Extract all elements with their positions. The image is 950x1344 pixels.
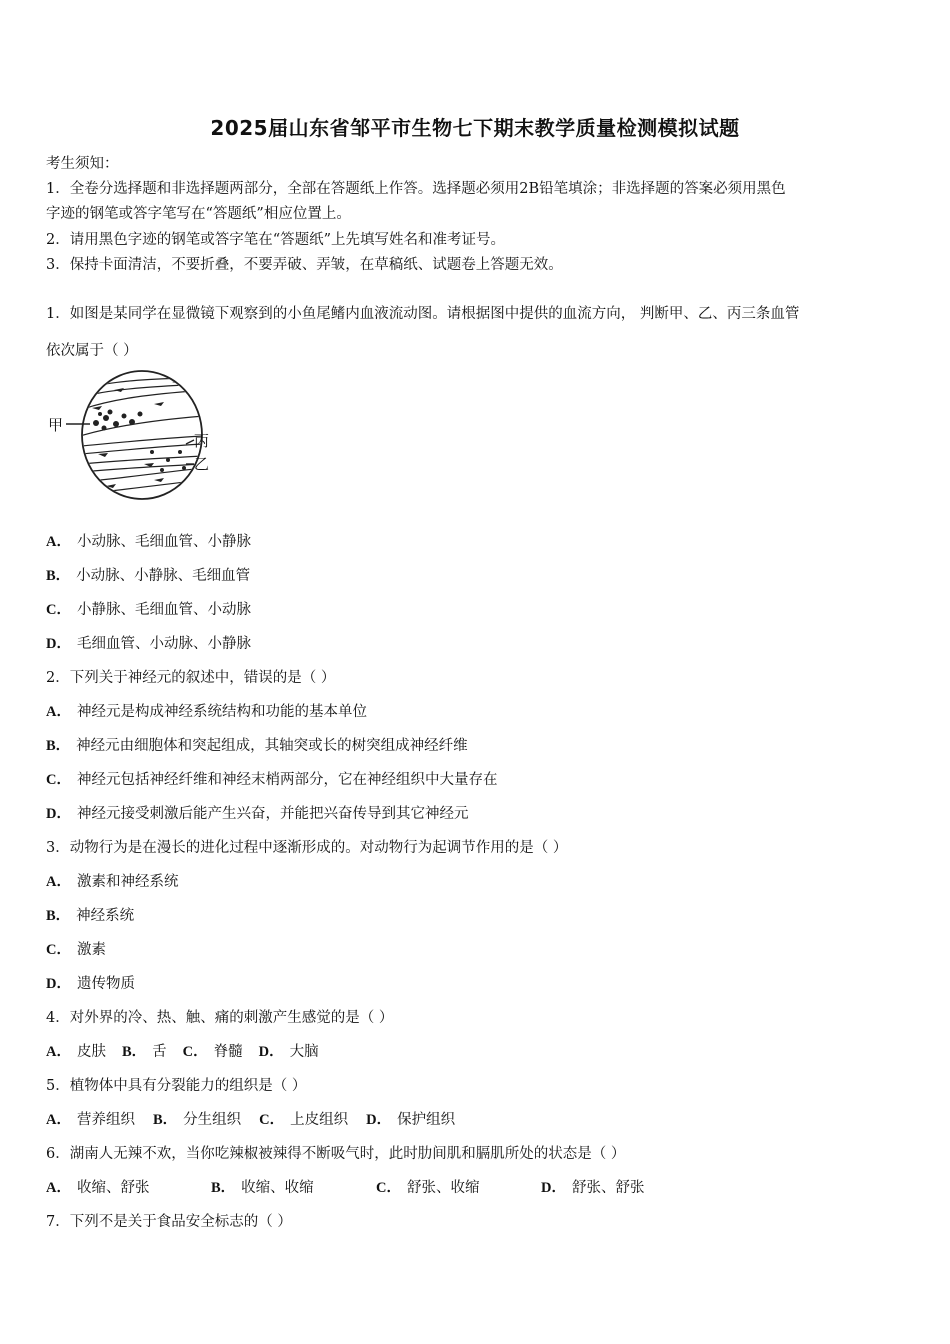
question-1-stem: 1．如图是某同学在显微镜下观察到的小鱼尾鳍内血液流动图。请根据图中提供的血流方向， 判断甲、乙、丙三条血管 bbox=[46, 306, 800, 322]
figure-label-yi: 乙 bbox=[194, 455, 210, 473]
option-letter: A． bbox=[46, 704, 71, 720]
question-3-option-c[interactable] bbox=[46, 938, 106, 959]
question-6-option-d[interactable] bbox=[541, 1176, 644, 1197]
option-letter: C． bbox=[46, 772, 71, 788]
question-1-option-d[interactable] bbox=[46, 632, 251, 653]
question-2-stem: 2．下列关于神经元的叙述中，错误的是（ ） bbox=[46, 670, 336, 686]
question-5-options bbox=[46, 1108, 455, 1129]
question-4-option-b[interactable] bbox=[122, 1040, 167, 1061]
option-text: 激素 bbox=[76, 942, 106, 958]
question-5-option-b[interactable] bbox=[153, 1108, 241, 1129]
figure-label-bing: 丙 bbox=[194, 432, 210, 450]
option-letter: B． bbox=[121, 1044, 147, 1060]
notice-item: 2．请用黑色字迹的钢笔或答字笔在“答题纸”上先填写姓名和准考证号。 bbox=[46, 232, 506, 248]
question-4-option-a[interactable] bbox=[46, 1040, 106, 1061]
option-text: 舒张、收缩 bbox=[406, 1180, 480, 1196]
question-3-option-d[interactable] bbox=[46, 972, 135, 993]
question-6-option-a[interactable] bbox=[46, 1176, 211, 1197]
option-letter: B． bbox=[46, 908, 71, 924]
option-letter: A． bbox=[46, 1180, 71, 1196]
question-3-option-a[interactable] bbox=[46, 870, 178, 891]
option-letter: A． bbox=[46, 534, 71, 550]
option-text: 舒张、舒张 bbox=[571, 1180, 645, 1196]
question-6-option-c[interactable] bbox=[376, 1176, 541, 1197]
option-letter: A． bbox=[46, 874, 71, 890]
notice-item: 字迹的钢笔或答字笔写在“答题纸”相应位置上。 bbox=[46, 206, 351, 222]
question-5-option-d[interactable] bbox=[366, 1108, 455, 1129]
blood-flow-figure bbox=[44, 368, 214, 502]
option-text: 大脑 bbox=[289, 1044, 319, 1060]
option-text: 收缩、舒张 bbox=[76, 1180, 150, 1196]
option-letter: C． bbox=[46, 942, 71, 958]
question-4-option-c[interactable] bbox=[183, 1040, 243, 1061]
option-text: 神经元接受刺激后能产生兴奋，并能把兴奋传导到其它神经元 bbox=[76, 806, 469, 822]
question-5-stem: 5．植物体中具有分裂能力的组织是（ ） bbox=[46, 1078, 307, 1094]
option-text: 毛细血管、小动脉、小静脉 bbox=[76, 636, 251, 652]
option-letter: D． bbox=[46, 976, 71, 992]
option-letter: D． bbox=[366, 1112, 392, 1128]
question-2-option-d[interactable] bbox=[46, 802, 468, 823]
question-5-option-c[interactable] bbox=[259, 1108, 348, 1129]
option-text: 分生组织 bbox=[183, 1112, 242, 1128]
question-7-stem: 7．下列不是关于食品安全标志的（ ） bbox=[46, 1214, 292, 1230]
question-6-stem: 6．湖南人无辣不欢，当你吃辣椒被辣得不断吸气时，此时肋间肌和膈肌所处的状态是（ ） bbox=[46, 1146, 626, 1162]
page-title: 2025届山东省邹平市生物七下期末教学质量检测模拟试题 bbox=[210, 116, 740, 140]
question-3-stem: 3．动物行为是在漫长的进化过程中逐渐形成的。对动物行为起调节作用的是（ ） bbox=[46, 840, 568, 856]
option-text: 舌 bbox=[152, 1044, 167, 1060]
option-text: 脊髓 bbox=[213, 1044, 243, 1060]
question-2-option-b[interactable] bbox=[46, 734, 468, 755]
question-1-option-b[interactable] bbox=[46, 564, 250, 585]
option-text: 神经元包括神经纤维和神经末梢两部分，它在神经组织中大量存在 bbox=[76, 772, 498, 788]
option-letter: B． bbox=[211, 1180, 236, 1196]
question-4-stem: 4．对外界的冷、热、触、痛的刺激产生感觉的是（ ） bbox=[46, 1010, 394, 1026]
option-letter: C． bbox=[259, 1112, 285, 1128]
option-text: 神经系统 bbox=[76, 908, 135, 924]
question-1-stem-cont: 依次属于（ ） bbox=[46, 343, 138, 359]
question-1-option-a[interactable] bbox=[46, 530, 251, 551]
question-5-option-a[interactable] bbox=[46, 1108, 135, 1129]
option-letter: C． bbox=[182, 1044, 208, 1060]
question-4-option-d[interactable] bbox=[259, 1040, 319, 1061]
option-letter: D． bbox=[46, 636, 71, 652]
option-letter: A． bbox=[46, 1044, 71, 1060]
option-letter: B． bbox=[46, 568, 71, 584]
option-letter: D． bbox=[258, 1044, 284, 1060]
option-letter: C． bbox=[376, 1180, 401, 1196]
notice-item: 1．全卷分选择题和非选择题两部分，全部在答题纸上作答。选择题必须用2B铅笔填涂；非选择题的答案必须用黑色 bbox=[46, 181, 786, 197]
question-6-option-b[interactable] bbox=[211, 1176, 376, 1197]
question-3-option-b[interactable] bbox=[46, 904, 134, 925]
question-4-options bbox=[46, 1040, 319, 1061]
option-text: 小动脉、小静脉、毛细血管 bbox=[76, 568, 251, 584]
option-letter: A． bbox=[46, 1112, 71, 1128]
option-letter: B． bbox=[46, 738, 71, 754]
notice-heading: 考生须知： bbox=[46, 156, 119, 172]
option-text: 神经元是构成神经系统结构和功能的基本单位 bbox=[76, 704, 367, 720]
option-text: 小静脉、毛细血管、小动脉 bbox=[76, 602, 251, 618]
option-text: 皮肤 bbox=[76, 1044, 106, 1060]
option-letter: B． bbox=[152, 1112, 178, 1128]
option-text: 小动脉、毛细血管、小静脉 bbox=[76, 534, 251, 550]
question-6-options bbox=[46, 1176, 644, 1197]
option-text: 遗传物质 bbox=[76, 976, 135, 992]
notice-item: 3．保持卡面清洁，不要折叠，不要弄破、弄皱，在草稿纸、试题卷上答题无效。 bbox=[46, 257, 563, 273]
question-2-option-c[interactable] bbox=[46, 768, 497, 789]
option-text: 保护组织 bbox=[397, 1112, 456, 1128]
figure-label-jia: 甲 bbox=[48, 416, 64, 434]
option-text: 上皮组织 bbox=[290, 1112, 349, 1128]
option-letter: C． bbox=[46, 602, 71, 618]
question-1-option-c[interactable] bbox=[46, 598, 251, 619]
option-text: 收缩、收缩 bbox=[241, 1180, 314, 1196]
option-letter: D． bbox=[46, 806, 71, 822]
option-letter: D． bbox=[541, 1180, 566, 1196]
question-2-option-a[interactable] bbox=[46, 700, 367, 721]
option-text: 营养组织 bbox=[76, 1112, 135, 1128]
option-text: 激素和神经系统 bbox=[76, 874, 179, 890]
option-text: 神经元由细胞体和突起组成，其轴突或长的树突组成神经纤维 bbox=[76, 738, 468, 754]
